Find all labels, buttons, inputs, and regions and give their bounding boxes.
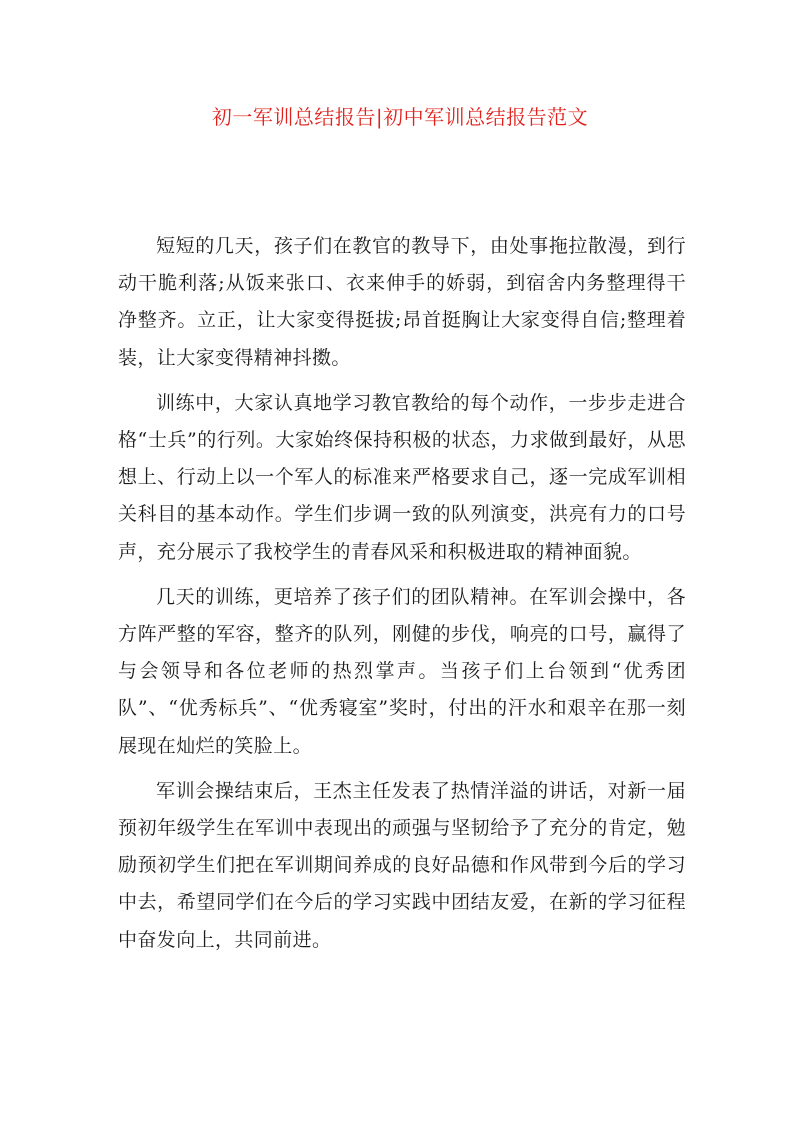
- paragraph-1: 短短的几天，孩子们在教官的教导下，由处事拖拉散漫，到行动干脆利落;从饭来张口、衣来伸手的娇弱，到宿舍内务整理得干净整齐。立正，让大家变得挺拔;昂首挺胸让大家变得自信;整理着装，让大家变得精神抖擞。: [118, 235, 686, 369]
- paragraph-3: 几天的训练，更培养了孩子们的团队精神。在军训会操中，各方阵严整的军容，整齐的队列，刚健的步伐，响亮的口号，赢得了与会领导和各位老师的热烈掌声。当孩子们上台领到“优秀团队”、“优秀标兵”、“优秀寝室”奖时，付出的汗水和艰辛在那一刻展现在灿烂的笑脸上。: [118, 585, 686, 757]
- paragraph-4: 军训会操结束后，王杰主任发表了热情洋溢的讲话，对新一届预初年级学生在军训中表现出的顽强与坚韧给予了充分的肯定，勉励预初学生们把在军训期间养成的良好品德和作风带到今后的学习中去，希望同学们在今后的学习实践中团结友爱，在新的学习征程中奋发向上，共同前进。: [118, 779, 686, 951]
- document-body: [118, 228, 686, 967]
- paragraph-2: 训练中，大家认真地学习教官教给的每个动作，一步步走进合格“士兵”的行列。大家始终保持积极的状态，力求做到最好，从思想上、行动上以一个军人的标准来严格要求自己，逐一完成军训相关科目的基本动作。学生们步调一致的队列演变，洪亮有力的口号声，充分展示了我校学生的青春风采和积极进取的精神面貌。: [118, 391, 686, 563]
- document-title: 初一军训总结报告|初中军训总结报告范文: [211, 105, 589, 129]
